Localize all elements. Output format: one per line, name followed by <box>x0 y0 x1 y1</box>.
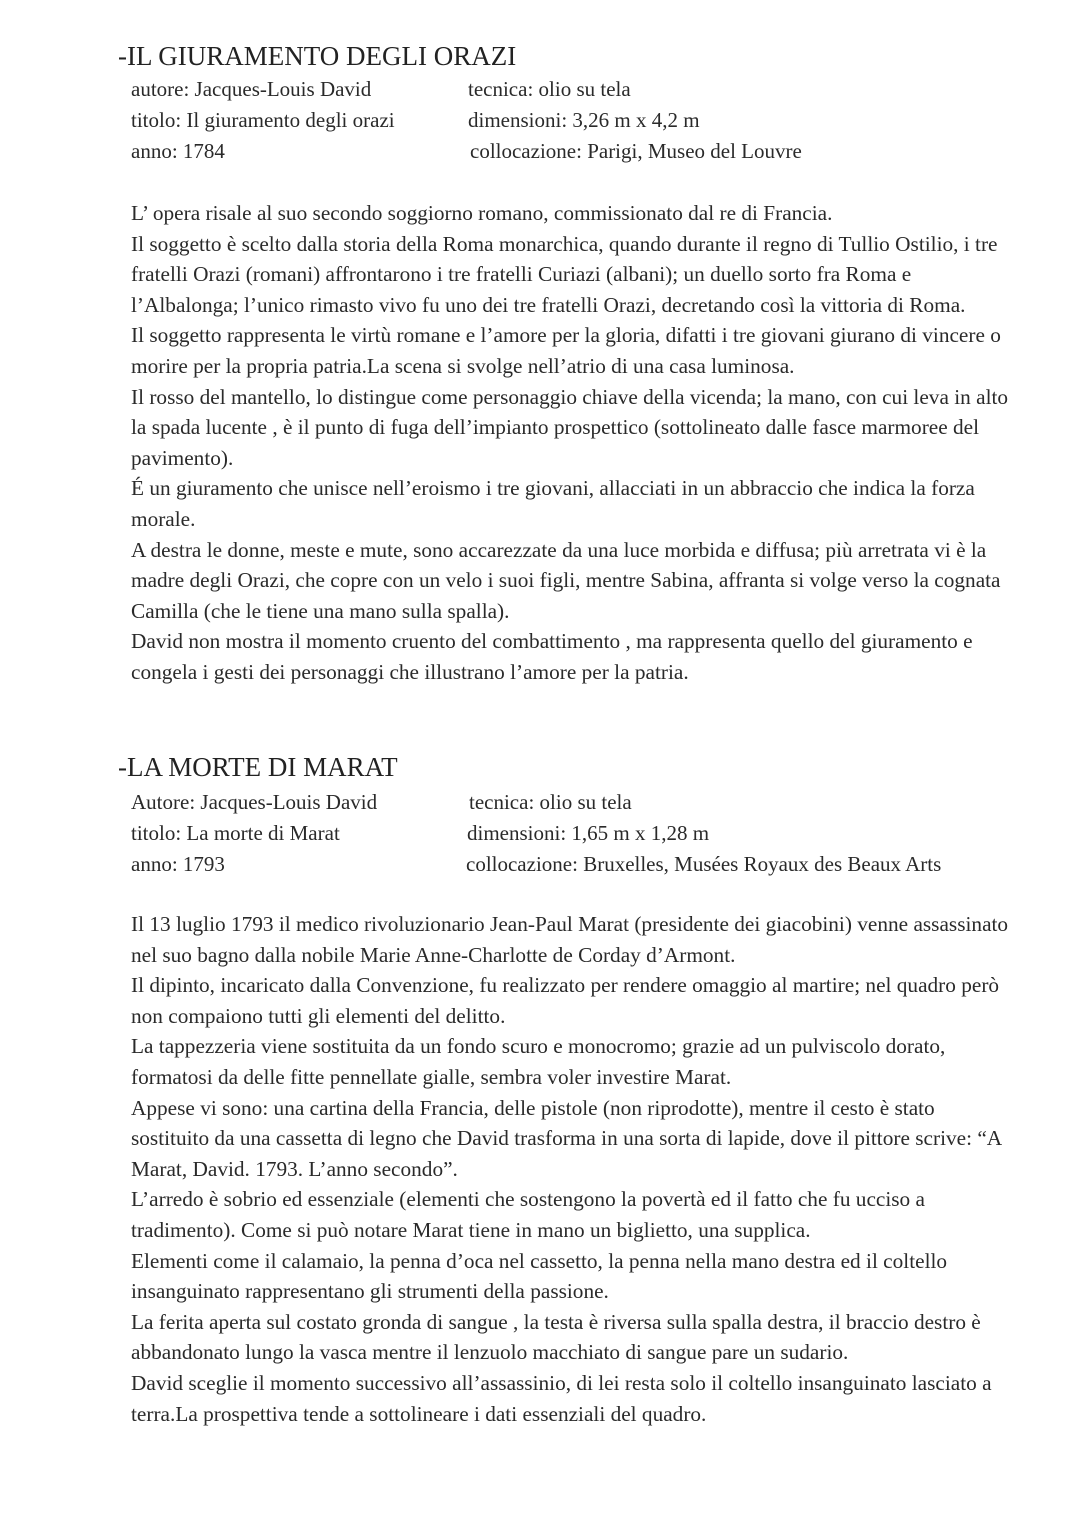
description-marat <box>131 909 1011 1429</box>
info-row <box>131 136 1031 167</box>
info-author: autore: Jacques-Louis David <box>131 77 372 101</box>
info-author: Autore: Jacques-Louis David <box>131 790 378 814</box>
section-title-orazi: -IL GIURAMENTO DEGLI ORAZI <box>118 41 517 71</box>
paragraph: Appese vi sono: una cartina della Francia, delle pistole (non riprodotte), mentre il cesto è stato sostituito da una cassetta di legno che David trasforma in una sorta di lapide, dove il pittore scrive: “A Marat, David. 1793. L’anno secondo”. <box>131 1095 1001 1181</box>
paragraph: Il soggetto è scelto dalla storia della Roma monarchica, quando durante il regno di Tullio Ostilio, i tre fratelli Orazi (romani) affrontarono i tre fratelli Curiazi (albani); un duello sorto fra Roma e l’Albalonga; l’unico rimasto vivo fu uno dei tre fratelli Orazi, decretando così la vittoria di Roma. <box>131 231 998 317</box>
paragraph: La ferita aperta sul costato gronda di sangue , la testa è riversa sulla spalla destra, il braccio destro è abbandonato lungo la vasca mentre il lenzuolo macchiato di sangue pare un sudario. <box>131 1309 981 1365</box>
artwork-info-marat <box>131 787 1031 880</box>
paragraph: Il 13 luglio 1793 il medico rivoluzionario Jean-Paul Marat (presidente dei giacobini) venne assassinato nel suo bagno dalla nobile Marie Anne-Charlotte de Corday d’Armont. <box>131 912 1009 967</box>
paragraph: L’arredo è sobrio ed essenziale (elementi che sostengono la povertà ed il fatto che fu ucciso a tradimento). Come si può notare Marat tiene in mano un biglietto, una supplica. <box>131 1187 925 1242</box>
info-row <box>131 787 1031 818</box>
info-row <box>131 849 1031 880</box>
info-year: anno: 1793 <box>131 852 225 876</box>
paragraph: É un giuramento che unisce nell’eroismo i tre giovani, allacciati in un abbraccio che indica la forza morale. <box>131 476 975 531</box>
info-title: titolo: Il giuramento degli orazi <box>131 108 395 132</box>
paragraph: Elementi come il calamaio, la penna d’oca nel cassetto, la penna nella mano destra ed il coltello insanguinato rappresentano gli strumenti della passione. <box>131 1248 948 1304</box>
info-location: collocazione: Parigi, Museo del Louvre <box>470 139 802 163</box>
paragraph: Il dipinto, incaricato dalla Convenzione, fu realizzato per rendere omaggio al martire; nel quadro però non compaiono tutti gli elementi del delitto. <box>131 973 1000 1028</box>
info-row <box>131 818 1031 849</box>
info-row <box>131 105 1031 136</box>
description-orazi <box>131 198 1011 688</box>
info-technique: tecnica: olio su tela <box>468 77 631 101</box>
info-location: collocazione: Bruxelles, Musées Royaux des Beaux Arts <box>466 852 942 876</box>
info-title: titolo: La morte di Marat <box>131 821 340 845</box>
section-title-marat: -LA MORTE DI MARAT <box>118 752 398 782</box>
paragraph: A destra le donne, meste e mute, sono accarezzate da una luce morbida e diffusa; più arretrata vi è la madre degli Orazi, che copre con un velo i suoi figli, mentre Sabina, affranta si volge verso la cognata Camilla (che le tiene una mano sulla spalla). <box>131 537 1001 623</box>
paragraph: La tappezzeria viene sostituita da un fondo scuro e monocromo; grazie ad un pulviscolo dorato, formatosi da delle fitte pennellate gialle, sembra voler investire Marat. <box>131 1034 946 1089</box>
info-row <box>131 74 1031 105</box>
info-year: anno: 1784 <box>131 139 225 163</box>
paragraph: Il rosso del mantello, lo distingue come personaggio chiave della vicenda; la mano, con cui leva in alto la spada lucente , è il punto di fuga dell’impianto prospettico (sottolineato dalle fasce marmoree del pavimento). <box>131 384 1009 470</box>
paragraph: David sceglie il momento successivo all’assassinio, di lei resta solo il coltello insanguinato lasciato a terra.La prospettiva tende a sottolineare i dati essenziali del quadro. <box>131 1370 992 1426</box>
artwork-info-orazi <box>131 74 1031 167</box>
paragraph: David non mostra il momento cruento del combattimento , ma rappresenta quello del giuramento e congela i gesti dei personaggi che illustrano l’amore per la patria. <box>131 629 973 684</box>
info-dimensions: dimensioni: 1,65 m x 1,28 m <box>467 821 710 845</box>
info-dimensions: dimensioni: 3,26 m x 4,2 m <box>468 108 700 132</box>
paragraph: Il soggetto rappresenta le virtù romane e l’amore per la gloria, difatti i tre giovani giurano di vincere o morire per la propria patria.La scena si svolge nell’atrio di una casa luminosa. <box>131 323 1001 378</box>
info-technique: tecnica: olio su tela <box>469 790 632 814</box>
paragraph: L’ opera risale al suo secondo soggiorno romano, commissionato dal re di Francia. <box>131 201 833 225</box>
